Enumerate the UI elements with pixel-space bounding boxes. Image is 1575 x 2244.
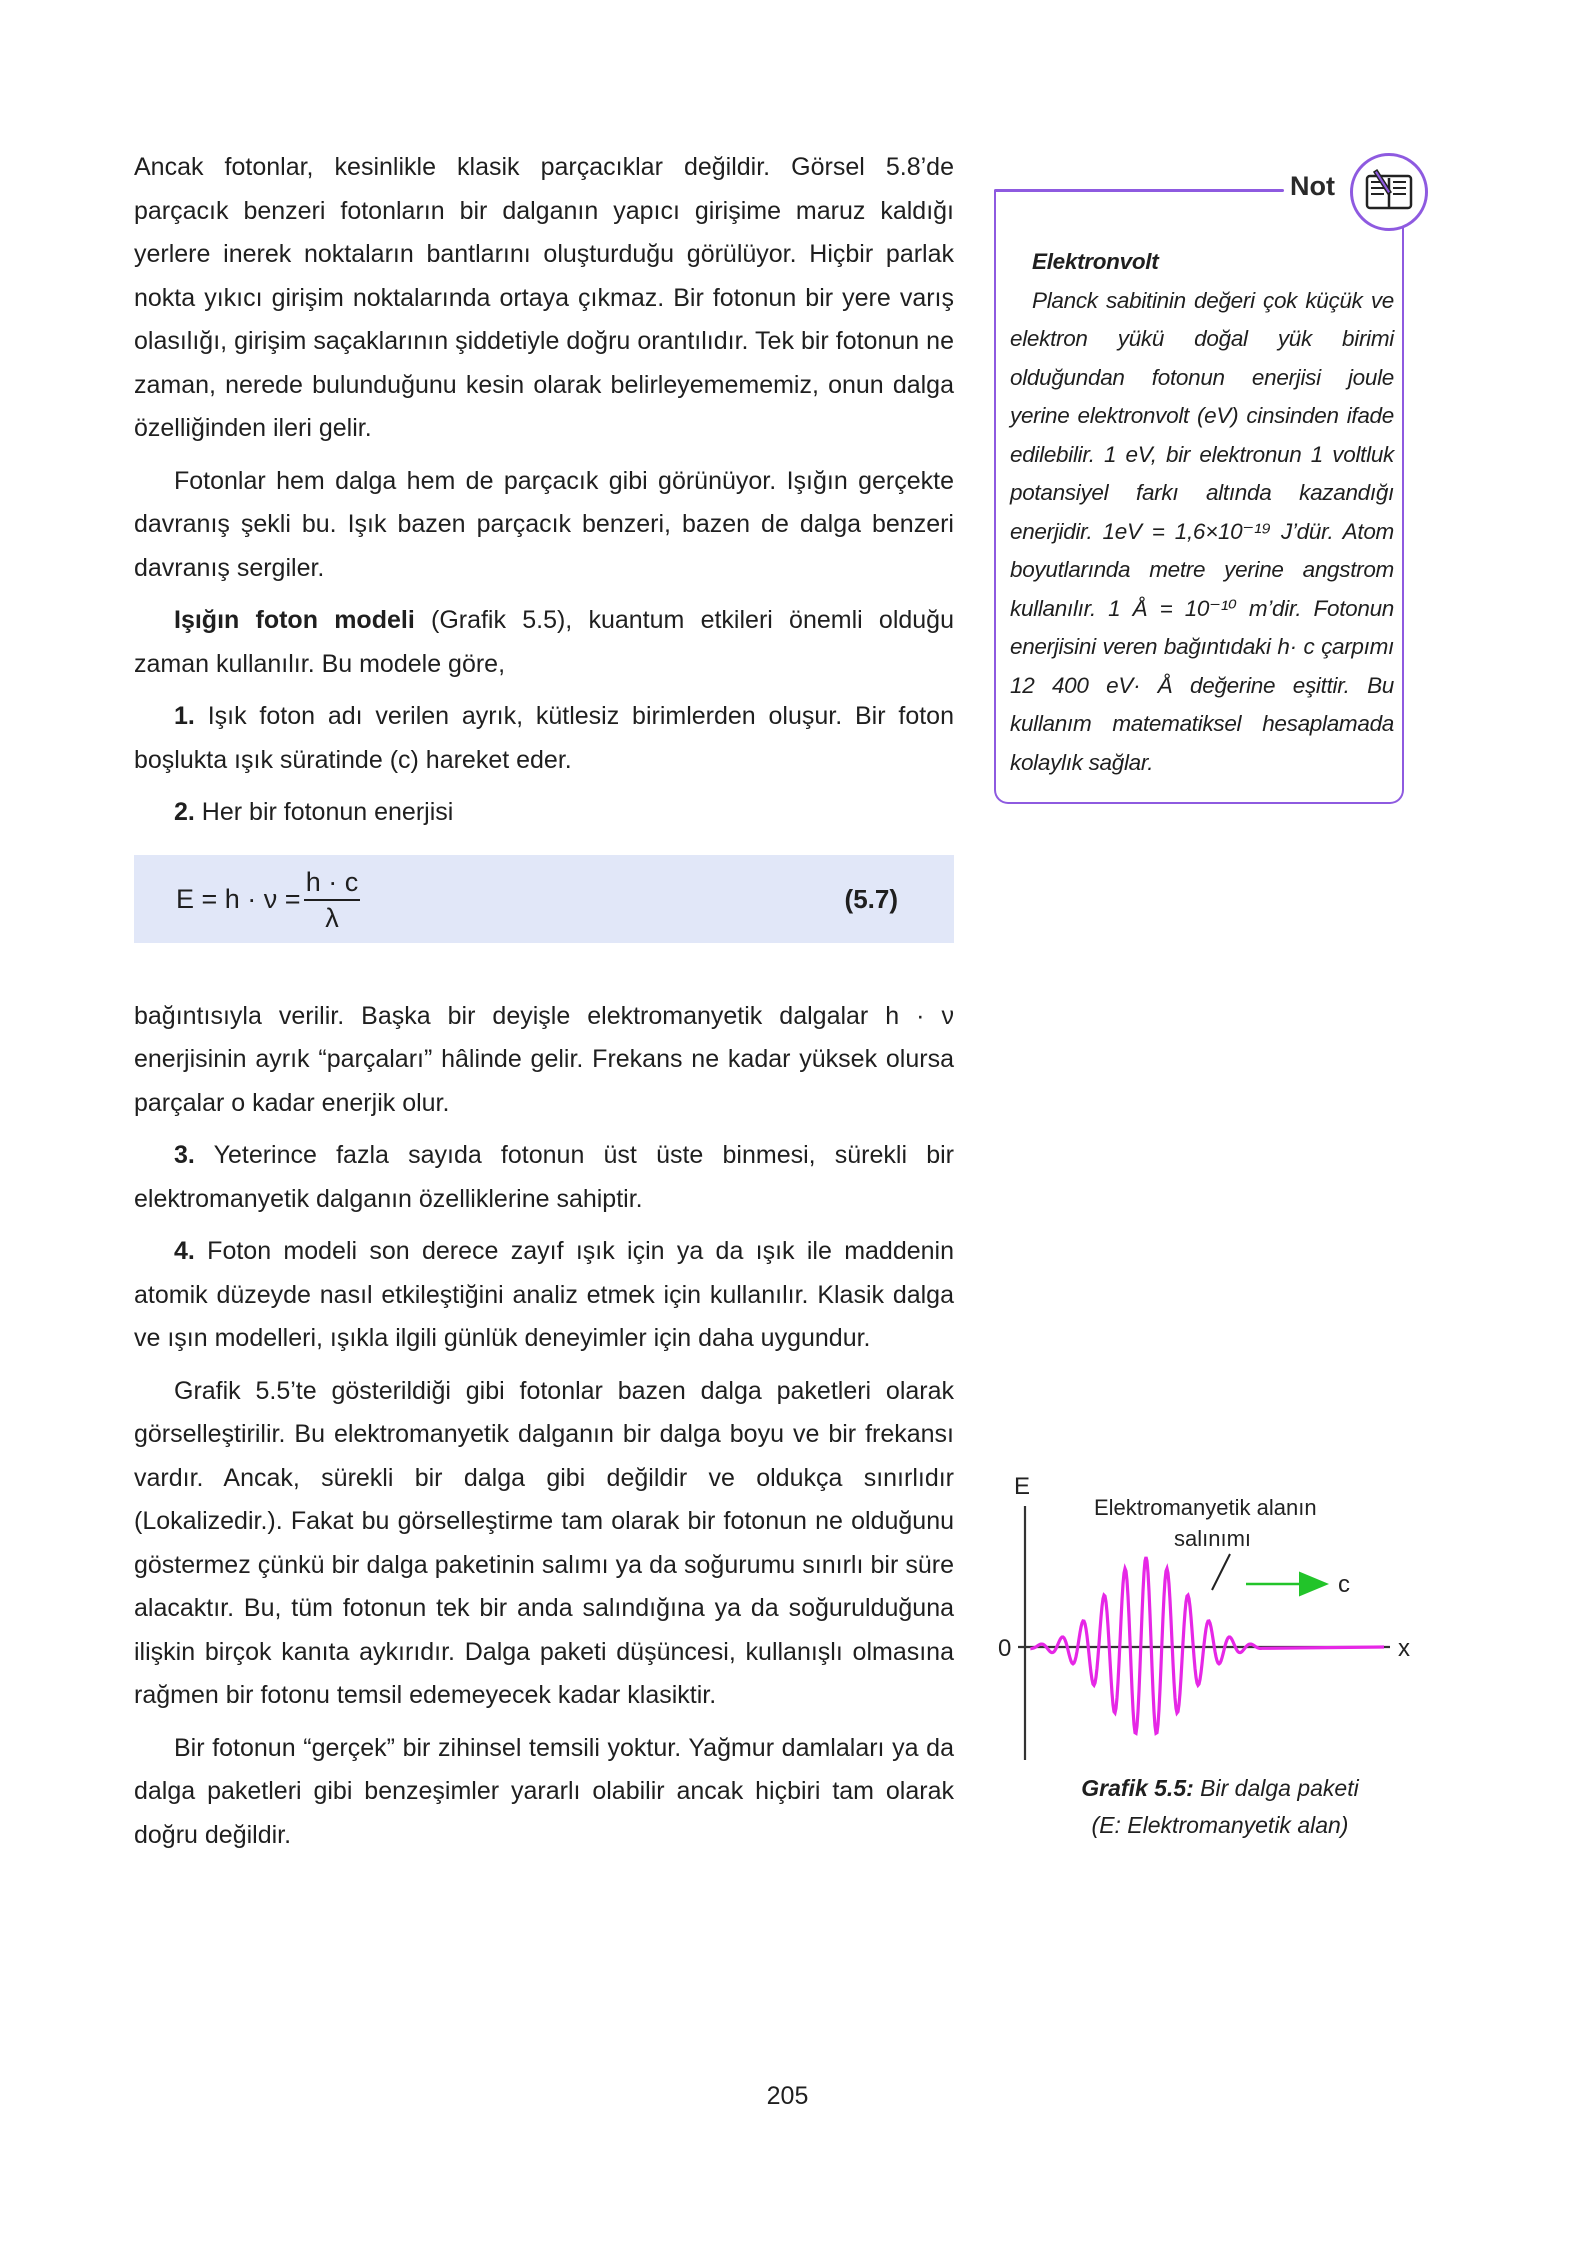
paragraph-5: Grafik 5.5’te gösterildiği gibi fotonlar bazen dalga paketleri olarak görselleştirilir. Bu elektromanyetik dalganın bir dalga boyu ve bir frekansı vardır. Ancak, sürekli bir dalga gibi değildir ve oldukça sınırlıdır (Lokalizedir.). Fakat bu görselleştirme tam olarak bir fotonun ne olduğunu göstermez çünkü bir dalga paketinin salımı ya da soğurumu sınırlı bir süre alacaktır. Bu, tüm fotonun tek bir anda salındığına ya da soğurulduğuna ilişkin birçok kanıta aykırıdır. Dalga paketi düşüncesi, kullanışlı olmasına rağmen bir fotonu temsil edemeyecek kadar klasiktir.	[134, 1376, 954, 1709]
equation-block	[134, 855, 954, 943]
list-number-3: 3.	[174, 1141, 195, 1169]
main-text-column	[134, 146, 954, 1866]
note-title: Elektronvolt	[1032, 249, 1159, 274]
note-content	[1010, 243, 1394, 782]
paragraph-4: bağıntısıyla verilir. Başka bir deyişle elektromanyetik dalgalar h · ν enerjisinin ayrık “parçaları” hâlinde gelir. Frekans ne kadar yüksek olursa parçalar o kadar enerjik olur.	[134, 1001, 954, 1117]
list-text-3: Yeterince fazla sayıda fotonun üst üste binmesi, sürekli bir elektromanyetik dalganın özelliklerine sahiptir.	[134, 1141, 954, 1213]
paragraph-1: Ancak fotonlar, kesinlikle klasik parçacıklar değildir. Görsel 5.8’de parçacık benzeri fotonların bir dalganın yapıcı girişime maruz kaldığı yerlere inerek noktaların bantlarını oluşturduğu görülüyor. Hiçbir parlak nokta yıkıcı girişim noktalarında ortaya çıkmaz. Bir fotonun bir yere varış olasılığı, girişim saçaklarının şiddetiyle doğru orantılıdır. Tek bir fotonun ne zaman, nerede bulunduğunu kesin olarak belirleyemememiz, onun dalga özelliğinden ileri gelir.	[134, 153, 954, 442]
paragraph-6: Bir fotonun “gerçek” bir zihinsel temsili yoktur. Yağmur damlaları ya da dalga paketleri gibi benzeşimler yararlı olabilir ancak hiçbiri tam olarak doğru değildir.	[134, 1733, 954, 1849]
list-item-4	[134, 1230, 954, 1361]
caption-label: Grafik 5.5:	[1081, 1775, 1194, 1801]
equation-fraction	[304, 867, 360, 933]
y-axis-label: E	[1014, 1473, 1031, 1500]
paragraph-3-rest: (Grafik 5.5), kuantum etkileri önemli olduğu zaman kullanılır. Bu modele göre,	[134, 606, 954, 678]
list-text-1: Işık foton adı verilen ayrık, kütlesiz birimlerden oluşur. Bir foton boşlukta ışık süratinde (c) hareket eder.	[134, 702, 954, 774]
caption-line-2: (E: Elektromanyetik alan)	[1091, 1812, 1349, 1838]
caption-line-1	[1020, 1770, 1420, 1807]
annotation-line-1: Elektromanyetik alanın	[1094, 1495, 1317, 1520]
x-axis-label: x	[1398, 1635, 1410, 1662]
annotation-line-2: salınımı	[1174, 1526, 1252, 1551]
wave-packet-curve	[1032, 1557, 1384, 1733]
figure-caption	[1020, 1770, 1420, 1844]
page-number: 205	[766, 2082, 809, 2110]
note-badge	[1350, 153, 1428, 231]
equation-number: (5.7)	[844, 883, 898, 914]
list-item-2	[134, 791, 954, 835]
equation-denominator: λ	[325, 902, 339, 933]
list-item-3	[134, 1134, 954, 1221]
origin-label: 0	[998, 1635, 1012, 1662]
book-pencil-icon	[1363, 166, 1415, 218]
note-body: Planck sabitinin değeri çok küçük ve elektron yükü doğal yük birimi olduğundan fotonun enerjisi joule yerine elektronvolt (eV) cinsinden ifade edilebilir. 1 eV, bir elektronun 1 voltluk potansiyel farkı altında kazandığı enerjidir. 1eV = 1,6×10⁻¹⁹ J’dür. Atom boyutlarında metre yerine angstrom kullanılır. 1 Å = 10⁻¹⁰ m’dir. Fotonun enerjisini veren bağıntıdaki h· c çarpımı 12 400 eV· Å değerine eşittir. Bu kullanım matematiksel hesaplamada kolaylık sağlar.	[1010, 287, 1394, 775]
annotation-pointer	[1212, 1554, 1230, 1590]
caption-title: Bir dalga paketi	[1193, 1775, 1359, 1801]
photon-model-term: Işığın foton modeli	[174, 606, 415, 634]
paragraph-3	[134, 599, 954, 686]
list-item-1	[134, 695, 954, 782]
list-text-4: Foton modeli son derece zayıf ışık için ya da ışık ile maddenin atomik düzeyde nasıl etkileştiğini analiz etmek için kullanılır. Klasik dalga ve ışın modelleri, ışıkla ilgili günlük deneyimler için daha uygundur.	[134, 1237, 954, 1352]
equation-lhs: E = h · ν =	[176, 883, 301, 914]
list-text-2: Her bir fotonun enerjisi	[194, 798, 454, 826]
equation-numerator: h · c	[304, 867, 360, 901]
list-number-4: 4.	[174, 1237, 195, 1265]
velocity-label: c	[1338, 1571, 1350, 1598]
list-number-2: 2.	[174, 798, 195, 826]
paragraph-2: Fotonlar hem dalga hem de parçacık gibi görünüyor. Işığın gerçekte davranış şekli bu. Işık bazen parçacık benzeri, bazen de dalga benzeri davranış sergiler.	[134, 466, 954, 582]
note-label: Not	[1290, 171, 1335, 201]
list-number-1: 1.	[174, 702, 195, 730]
